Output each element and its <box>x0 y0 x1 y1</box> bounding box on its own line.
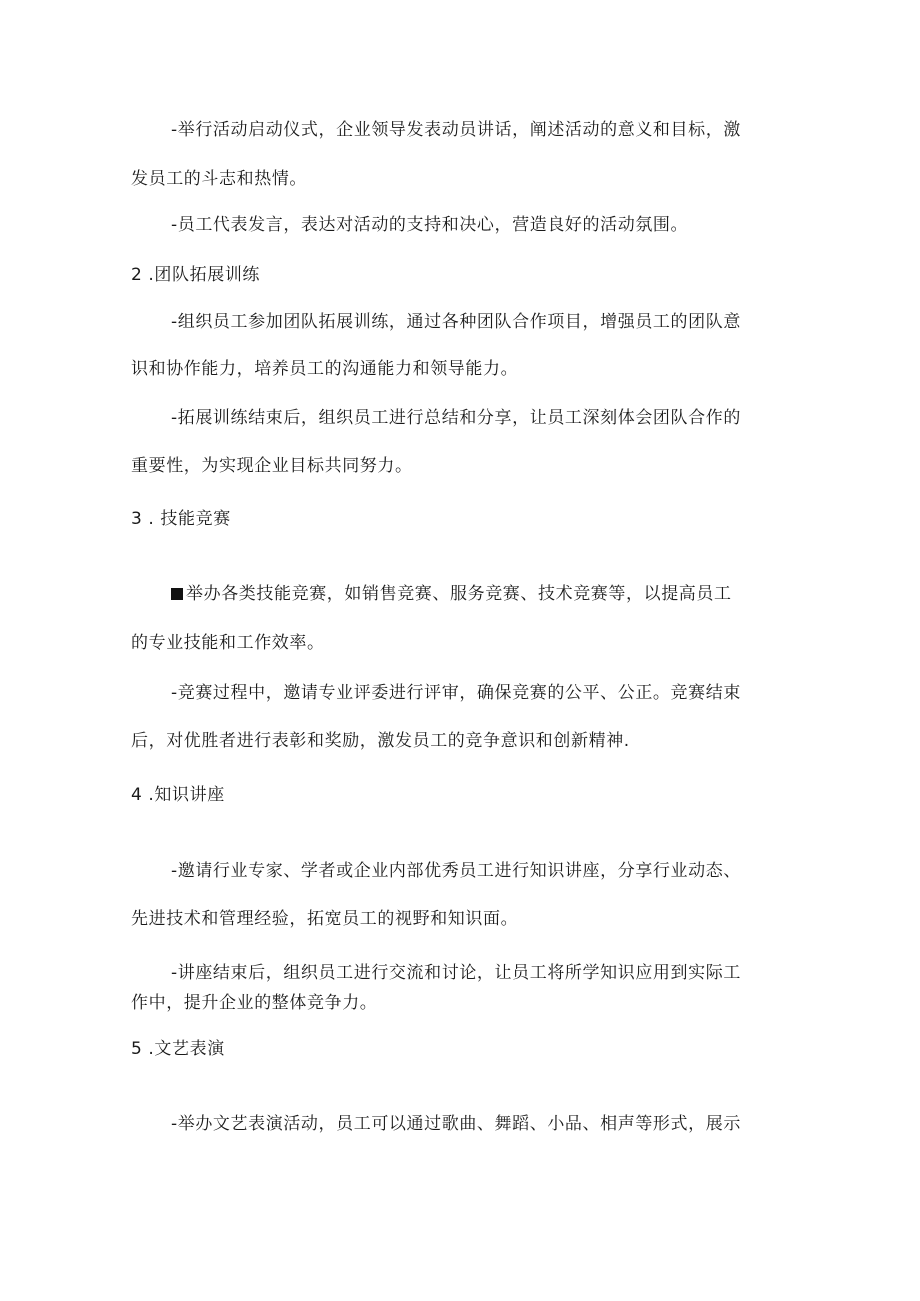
paragraph-line: 作中，提升企业的整体竞争力。 <box>131 993 378 1013</box>
paragraph-line: -举办文艺表演活动，员工可以通过歌曲、舞蹈、小品、相声等形式，展示 <box>171 1114 741 1134</box>
paragraph-line: -邀请行业专家、学者或企业内部优秀员工进行知识讲座，分享行业动态、 <box>171 861 741 881</box>
paragraph-line: -员工代表发言，表达对活动的支持和决心，营造良好的活动氛围。 <box>171 215 689 235</box>
paragraph-line: 先进技术和管理经验，拓宽员工的视野和知识面。 <box>131 909 519 929</box>
paragraph-line <box>171 582 732 606</box>
paragraph-line: 重要性，为实现企业目标共同努力。 <box>131 456 413 476</box>
section-heading: 2 .团队拓展训练 <box>131 265 261 285</box>
paragraph-text: 举办各类技能竞赛，如销售竞赛、服务竞赛、技术竞赛等，以提高员工 <box>186 584 732 604</box>
paragraph-line: -讲座结束后，组织员工进行交流和讨论，让员工将所学知识应用到实际工 <box>171 963 741 983</box>
paragraph-line: -拓展训练结束后，组织员工进行总结和分享，让员工深刻体会团队合作的 <box>171 408 741 428</box>
square-bullet-icon <box>171 588 183 600</box>
paragraph-line: -组织员工参加团队拓展训练，通过各种团队合作项目，增强员工的团队意 <box>171 312 741 332</box>
section-heading: 4 .知识讲座 <box>131 785 225 805</box>
section-heading: 3 . 技能竞赛 <box>131 509 231 529</box>
paragraph-line: 识和协作能力，培养员工的沟通能力和领导能力。 <box>131 359 519 379</box>
paragraph-line: 发员工的斗志和热情。 <box>131 169 307 189</box>
paragraph-line: -举行活动启动仪式，企业领导发表动员讲话，阐述活动的意义和目标，激 <box>171 120 741 140</box>
section-heading: 5 .文艺表演 <box>131 1039 225 1059</box>
paragraph-line: 后，对优胜者进行表彰和奖励，激发员工的竞争意识和创新精神. <box>131 731 630 751</box>
paragraph-line: 的专业技能和工作效率。 <box>131 633 325 653</box>
paragraph-line: -竞赛过程中，邀请专业评委进行评审，确保竞赛的公平、公正。竞赛结束 <box>171 683 741 703</box>
